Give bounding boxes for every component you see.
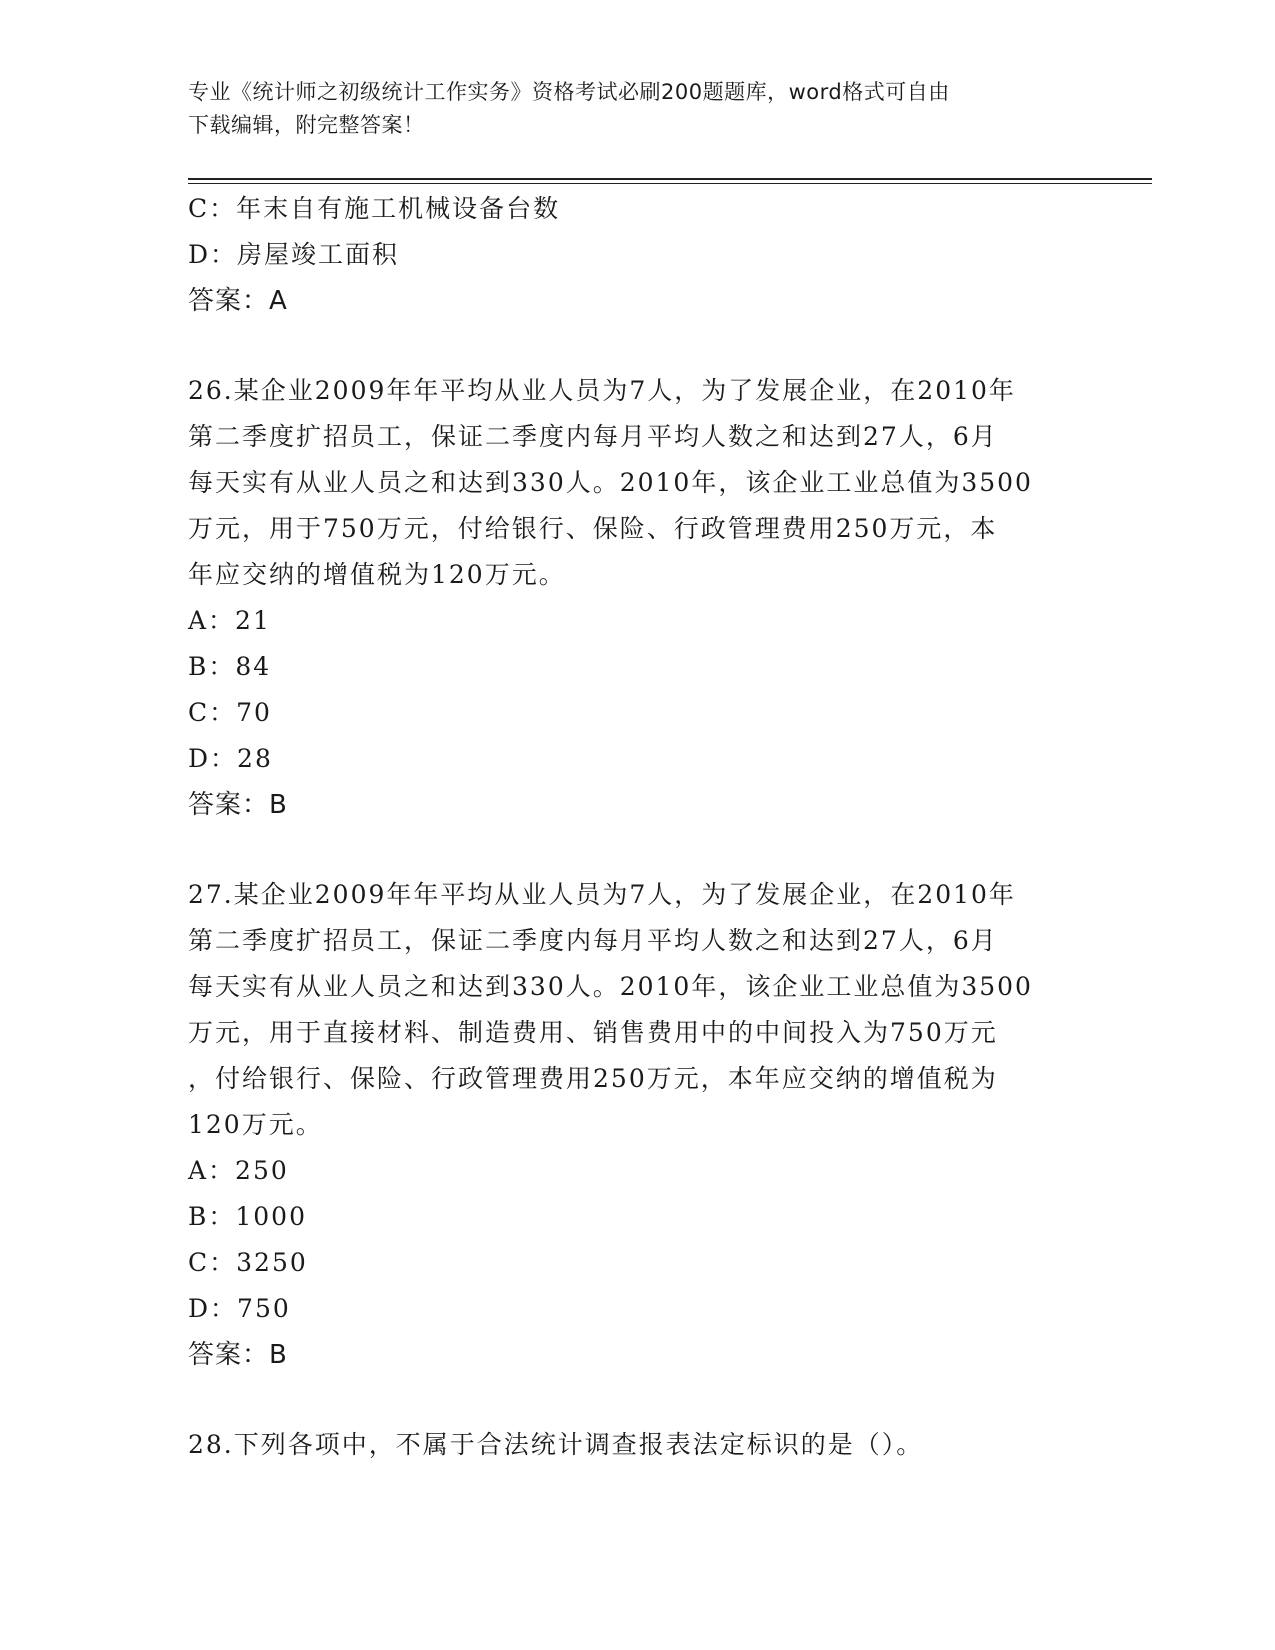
answer-line: 答案：B — [188, 790, 288, 820]
question-text-line: 每天实有从业人员之和达到330人。2010年，该企业工业总值为3500 — [188, 972, 1033, 1001]
option-c: C：3250 — [188, 1248, 308, 1277]
question-text-line: 26.某企业2009年年平均从业人员为7人，为了发展企业，在2010年 — [188, 376, 1016, 405]
answer-line: 答案：A — [188, 286, 288, 316]
question-text-line: 万元，用于750万元，付给银行、保险、行政管理费用250万元，本 — [188, 514, 998, 543]
question-text-line: 每天实有从业人员之和达到330人。2010年，该企业工业总值为3500 — [188, 468, 1033, 497]
option-c: C：年末自有施工机械设备台数 — [188, 194, 561, 223]
header-line-1: 专业《统计师之初级统计工作实务》资格考试必刷200题题库，word格式可自由 — [188, 80, 950, 104]
question-28 — [188, 1422, 1078, 1468]
question-26 — [188, 368, 1078, 828]
question-text-line: 万元，用于直接材料、制造费用、销售费用中的中间投入为750万元 — [188, 1018, 998, 1047]
option-b: B：1000 — [188, 1202, 307, 1231]
option-a: A：250 — [188, 1156, 289, 1185]
question-27 — [188, 872, 1078, 1378]
option-c: C：70 — [188, 698, 272, 727]
question-text-line: ，付给银行、保险、行政管理费用250万元，本年应交纳的增值税为 — [188, 1064, 998, 1093]
option-a: A：21 — [188, 606, 271, 635]
question-text-line: 27.某企业2009年年平均从业人员为7人，为了发展企业，在2010年 — [188, 880, 1016, 909]
question-text-line: 年应交纳的增值税为120万元。 — [188, 560, 566, 589]
document-body — [188, 186, 1078, 1468]
question-text-line: 第二季度扩招员工，保证二季度内每月平均人数之和达到27人，6月 — [188, 422, 998, 451]
question-text-line: 28.下列各项中，不属于合法统计调查报表法定标识的是（）。 — [188, 1430, 924, 1459]
header-divider — [188, 178, 1152, 180]
document-header — [188, 76, 1068, 142]
header-divider-thin — [188, 183, 1152, 184]
answer-line: 答案：B — [188, 1340, 288, 1370]
option-d: D：28 — [188, 744, 273, 773]
question-text-line: 第二季度扩招员工，保证二季度内每月平均人数之和达到27人，6月 — [188, 926, 998, 955]
option-b: B：84 — [188, 652, 272, 681]
option-d: D：750 — [188, 1294, 291, 1323]
option-d: D：房屋竣工面积 — [188, 240, 400, 269]
header-line-2: 下载编辑，附完整答案！ — [188, 113, 425, 137]
question-text-line: 120万元。 — [188, 1110, 323, 1139]
